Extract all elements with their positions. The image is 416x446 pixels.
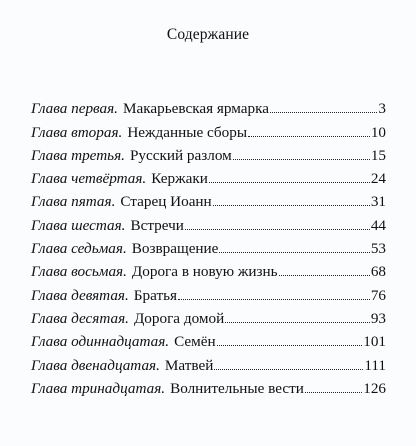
dot-leader: [248, 136, 370, 137]
dot-leader: [185, 229, 370, 230]
dot-leader: [279, 275, 370, 276]
page-number: 111: [364, 356, 386, 374]
chapter-title: Возвращение: [131, 240, 219, 258]
page-number: 68: [370, 263, 386, 281]
toc-entry: [31, 327, 386, 350]
chapter-title: Матвей: [164, 356, 214, 374]
toc-entry: [31, 94, 386, 117]
chapter-number: Глава четвёртая.: [31, 170, 147, 188]
chapter-number: Глава шестая.: [31, 216, 126, 234]
chapter-number: Глава девятая.: [31, 286, 129, 304]
toc-entry: [31, 280, 386, 303]
dot-leader: [209, 182, 370, 183]
chapter-number: Глава пятая.: [31, 193, 116, 211]
page-number: 44: [370, 216, 386, 234]
toc-entry: [31, 187, 386, 210]
chapter-number: Глава двенадцатая.: [31, 356, 160, 374]
chapter-title: Волнительные вести: [170, 379, 304, 397]
dot-leader: [178, 299, 370, 300]
toc-entry: [31, 350, 386, 373]
dot-leader: [217, 345, 363, 346]
dot-leader: [219, 252, 369, 253]
chapter-number: Глава седьмая.: [31, 240, 127, 258]
page-number: 93: [370, 309, 386, 327]
chapter-number: Глава восьмая.: [31, 263, 127, 281]
chapter-title: Макарьевская ярмарка: [122, 100, 269, 118]
chapter-title: Старец Иоанн: [120, 193, 212, 211]
toc-entry: [31, 141, 386, 164]
chapter-number: Глава десятая.: [31, 309, 129, 327]
dot-leader: [233, 159, 370, 160]
toc-entry: [31, 304, 386, 327]
page-number: 126: [363, 379, 386, 397]
chapter-title: Братья: [133, 286, 177, 304]
chapter-number: Глава тринадцатая.: [31, 379, 166, 397]
page-number: 15: [370, 146, 386, 164]
page-number: 101: [363, 333, 386, 351]
page-title: Содержание: [166, 26, 250, 43]
table-of-contents: [31, 94, 386, 397]
page-number: 76: [370, 286, 386, 304]
toc-entry: [31, 210, 386, 233]
chapter-title: Дорога домой: [133, 309, 225, 327]
chapter-title: Кержаки: [151, 170, 208, 188]
dot-leader: [225, 322, 370, 323]
page-number: 3: [378, 100, 386, 118]
dot-leader: [270, 112, 377, 113]
toc-entry: [31, 257, 386, 280]
chapter-title: Семён: [174, 333, 216, 351]
toc-entry: [31, 374, 386, 397]
dot-leader: [213, 205, 370, 206]
dot-leader: [214, 369, 363, 370]
page-number: 53: [370, 240, 386, 258]
chapter-title: Нежданные сборы: [127, 123, 248, 141]
dot-leader: [305, 392, 362, 393]
chapter-number: Глава первая.: [31, 100, 118, 118]
chapter-title: Встречи: [130, 216, 184, 234]
page-number: 24: [370, 170, 386, 188]
page-number: 31: [370, 193, 386, 211]
toc-entry: [31, 164, 386, 187]
page-number: 10: [370, 123, 386, 141]
chapter-number: Глава вторая.: [31, 123, 123, 141]
chapter-number: Глава одиннадцатая.: [31, 333, 170, 351]
chapter-title: Русский разлом: [129, 146, 232, 164]
toc-entry: [31, 234, 386, 257]
chapter-title: Дорога в новую жизнь: [131, 263, 278, 281]
chapter-number: Глава третья.: [31, 146, 125, 164]
toc-entry: [31, 117, 386, 140]
